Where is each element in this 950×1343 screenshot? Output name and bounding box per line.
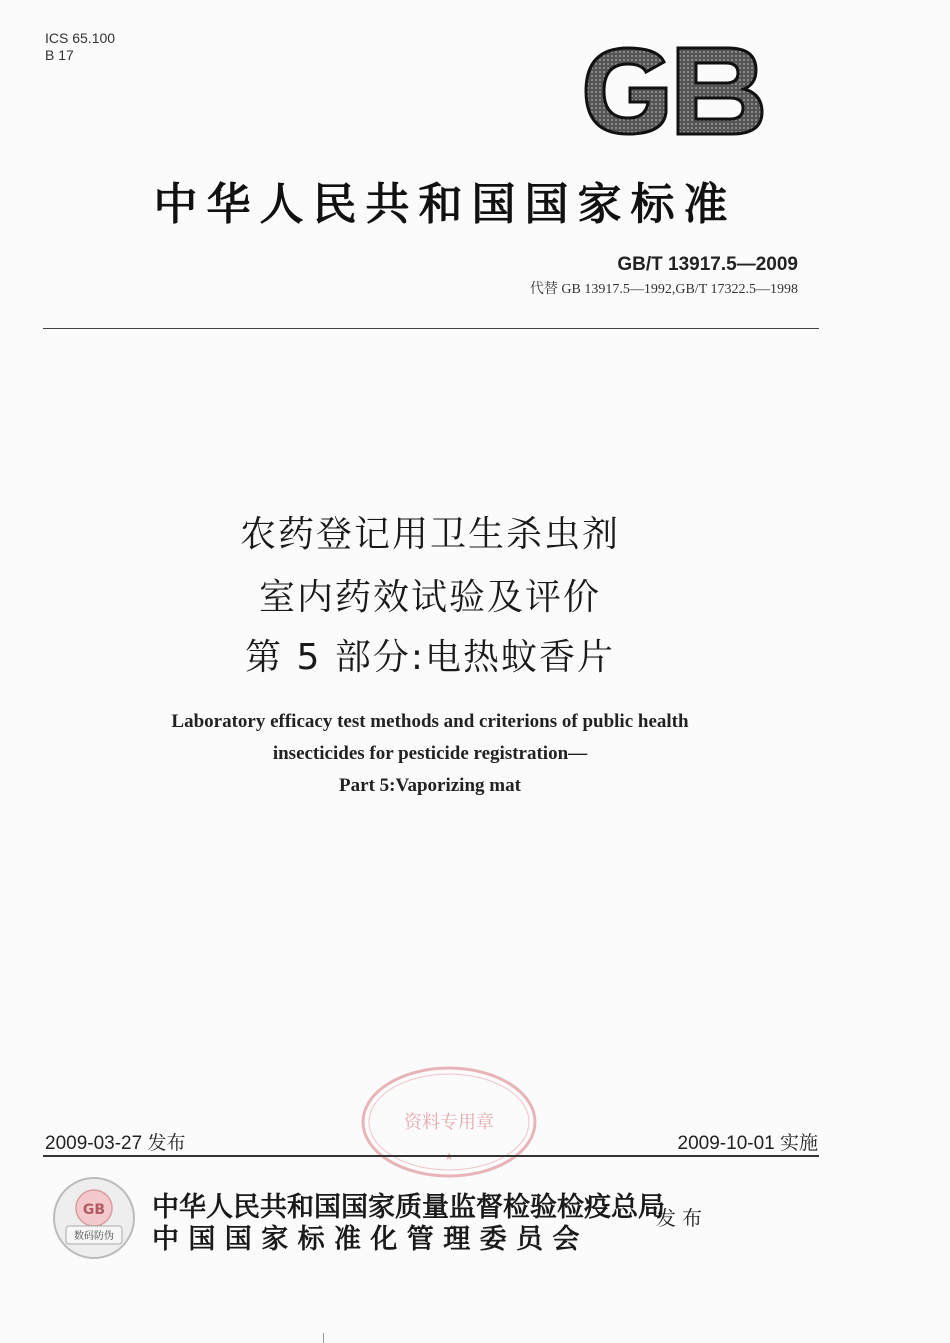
title-cn-line3: 第 5 部分:电热蚊香片: [245, 637, 615, 678]
title-cn-line2: 室内药效试验及评价: [258, 577, 601, 618]
main-title: 中华人民共和国国家标准: [153, 179, 737, 230]
ics-code: ICS 65.100: [45, 30, 116, 46]
title-en-line1: Laboratory efficacy test methods and criterions of public health: [171, 711, 689, 732]
publish-label: 发布: [656, 1206, 708, 1230]
anti-counterfeit-seal: [52, 1176, 136, 1260]
issuer-line2: 中 国 国 家 标 准 化 管 理 委 员 会: [152, 1224, 580, 1255]
standard-number: GB/T 13917.5—2009: [617, 254, 798, 275]
svg-text:GB: GB: [82, 1202, 106, 1218]
reference-stamp: [358, 1060, 540, 1180]
bottom-divider: [43, 1155, 819, 1157]
classification-codes: [45, 30, 115, 64]
seal-text: 数码防伪: [74, 1231, 114, 1242]
gb-logo: [578, 42, 766, 140]
title-cn-line1: 农药登记用卫生杀虫剂: [239, 514, 620, 555]
page-edge-mark: [323, 1333, 324, 1343]
ccs-code: B 17: [45, 47, 74, 63]
implement-date: 2009-10-01 实施: [677, 1133, 818, 1154]
issuer-line1: 中华人民共和国国家质量监督检验检疫总局: [152, 1192, 665, 1223]
title-en-line2: insecticides for pesticide registration—: [272, 743, 588, 764]
stamp-text: 资料专用章: [404, 1112, 494, 1133]
replaces-note: 代替 GB 13917.5—1992,GB/T 17322.5—1998: [529, 282, 798, 297]
issue-date: 2009-03-27 发布: [45, 1133, 186, 1154]
top-divider: [43, 328, 819, 329]
title-en-line3: Part 5:Vaporizing mat: [339, 775, 521, 796]
